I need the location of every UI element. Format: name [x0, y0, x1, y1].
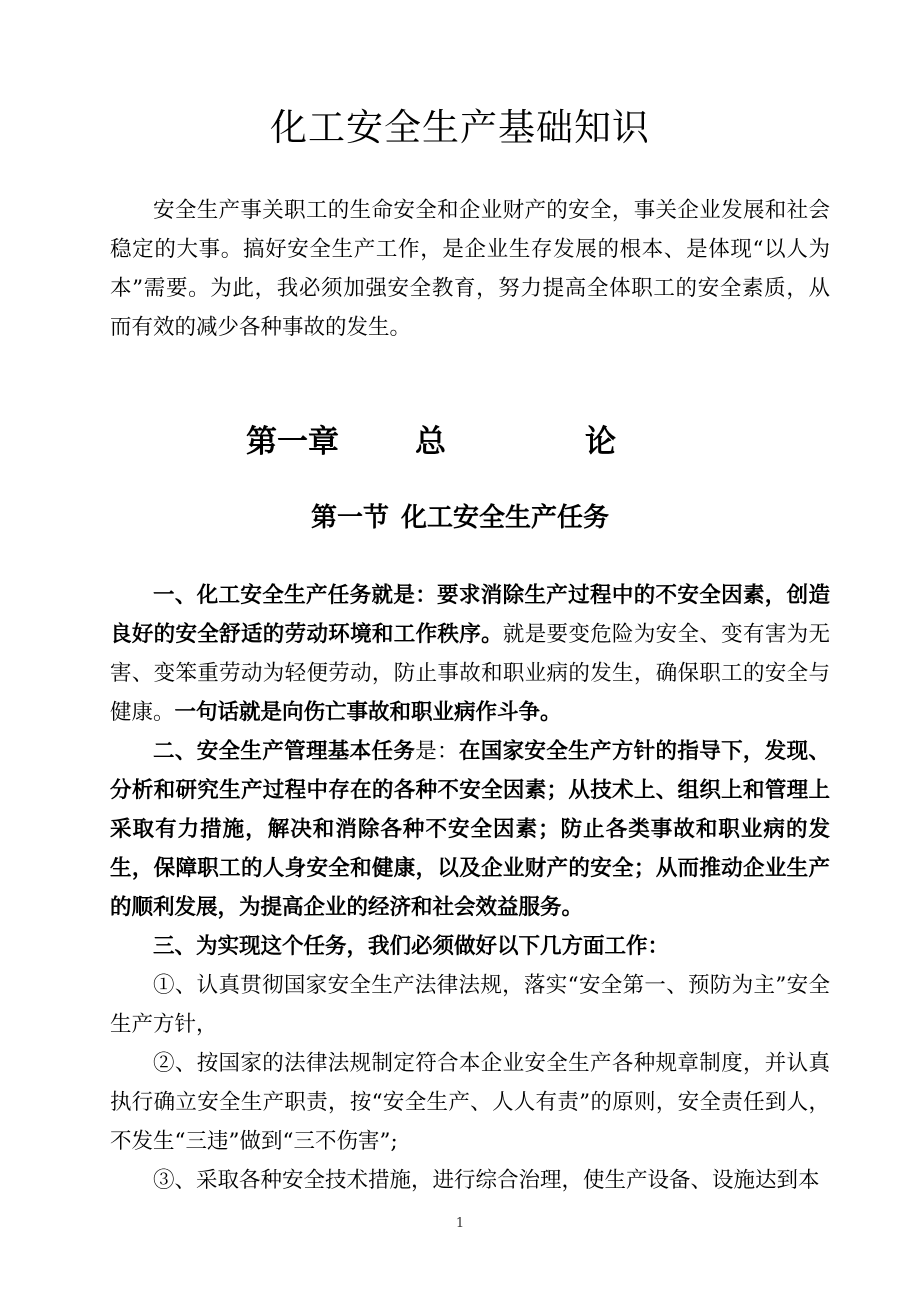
chapter-heading — [0, 416, 920, 466]
paragraph-task — [110, 576, 830, 732]
list-item: ①、认真贯彻国家安全生产法律法规，落实“安全第一、预防为主”安全生产方针， — [110, 973, 830, 1037]
paragraph-management — [110, 732, 830, 927]
chapter-number: 第一章 — [246, 424, 339, 460]
section-title: 化工安全生产任务 — [401, 503, 610, 533]
paragraph-management-bold-body: 在国家安全生产方针的指导下，发现、分析和研究生产过程中存在的各种不安全因素；从技术上、组织上和管理上采取有力措施，解决和消除各种不安全因素；防止各类事故和职业病的发生，保障职工的人身安全和健康，以及企业财产的安全；从而推动企业生产的顺利发展，为提高企业的经济和社会效益服务。 — [110, 739, 830, 920]
section-heading — [0, 498, 920, 538]
section-number: 第一节 — [310, 503, 389, 533]
document-title: 化工安全生产基础知识 — [270, 106, 650, 149]
page-number: 1 — [455, 1216, 465, 1231]
chapter-title-part2: 论 — [585, 424, 616, 460]
paragraph-management-colon: 是： — [415, 739, 459, 764]
paragraph-work-intro-text: 三、为实现这个任务，我们必须做好以下几方面工作： — [153, 934, 670, 959]
list-item: ③、采取各种安全技术措施，进行综合治理，使生产设备、设施达到本 — [153, 1168, 820, 1193]
paragraph-work-intro — [110, 927, 830, 966]
intro-paragraph: 安全生产事关职工的生命安全和企业财产的安全，事关企业发展和社会稳定的大事。搞好安全生产工作，是企业生存发展的根本、是体现“以人为本”需要。为此，我必须加强安全教育，努力提高全体职工的安全素质，从而有效的减少各种事故的发生。 — [110, 198, 830, 340]
chapter-title-part1: 总 — [415, 424, 446, 460]
paragraph-task-bold-lead: 一、化工安全生产任务就是：要求消除生产过程中的不安全因素，创造良好的安全舒适的劳动环境和工作秩序。 — [110, 583, 830, 647]
list-item: ②、按国家的法律法规制定符合本企业安全生产各种规章制度，并认真执行确立安全生产职责，按“安全生产、人人有责”的原则，安全责任到人，不发生“三违”做到“三不伤害”; — [110, 1051, 830, 1154]
paragraph-task-body: 就是要变危险为安全、变有害为无害、变笨重劳动为轻便劳动，防止事故和职业病的发生，确保职工的安全与健康。 — [110, 622, 830, 725]
paragraph-task-bold-summary: 一句话就是向伤亡事故和职业病作斗争。 — [174, 700, 562, 725]
paragraph-management-bold-lead: 二、安全生产管理基本任务 — [153, 739, 416, 764]
